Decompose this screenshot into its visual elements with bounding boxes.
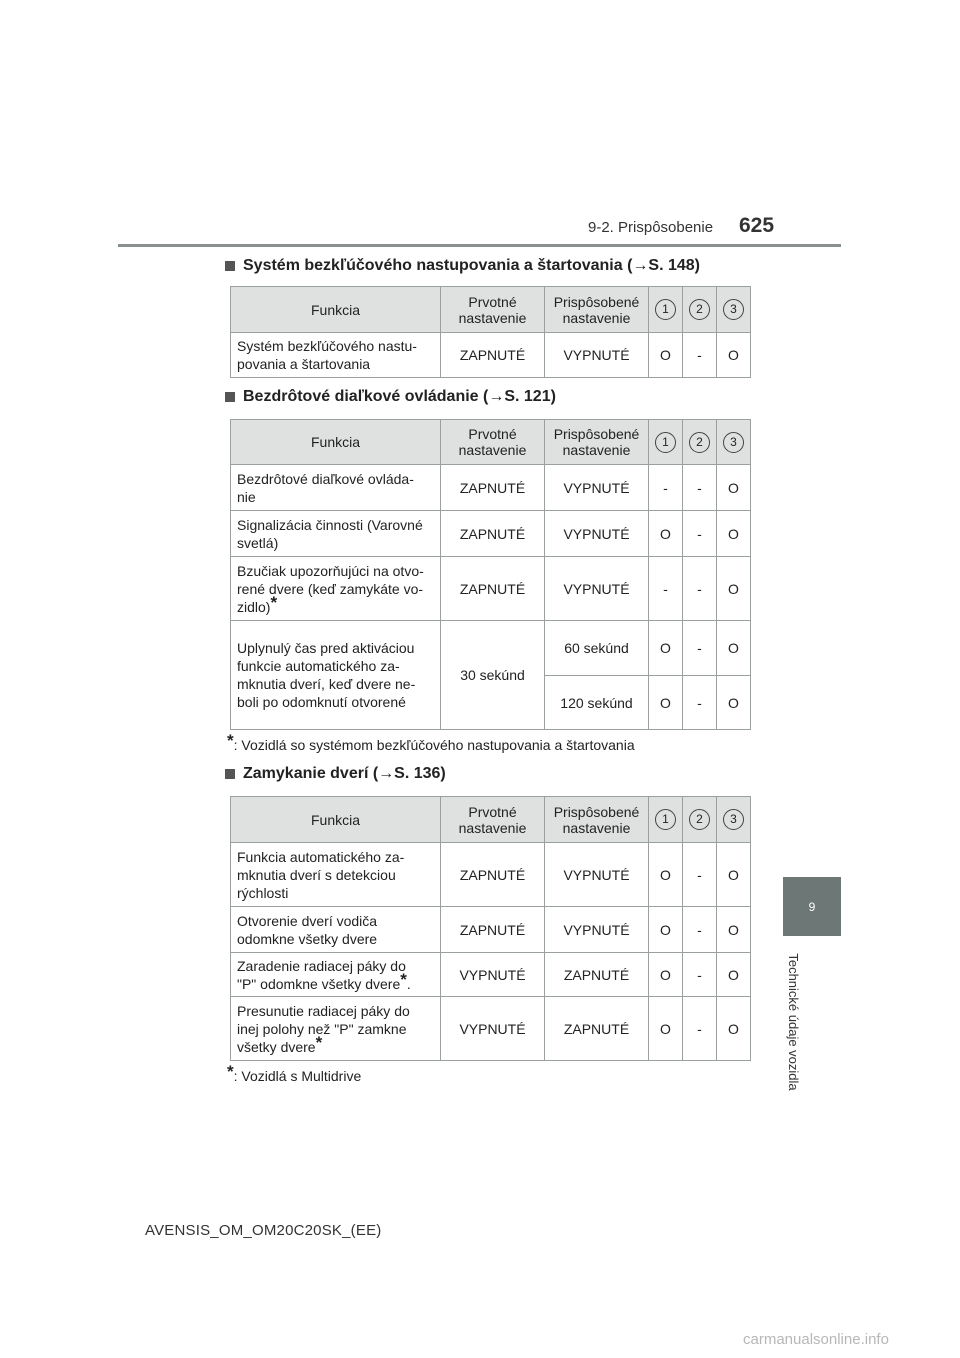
- table-row: [231, 843, 751, 907]
- function-cell: Bezdrôtové diaľkové ovláda- nie: [231, 465, 441, 511]
- method-1-cell: O: [649, 843, 683, 907]
- watermark: carmanualsonline.info: [743, 1331, 889, 1348]
- method-1-cell: -: [649, 557, 683, 621]
- section-title-wireless: [225, 388, 556, 406]
- col-header-1: [649, 420, 683, 465]
- circled-3-icon: 3: [723, 809, 744, 830]
- col-header-3: [717, 287, 751, 333]
- initial-setting-cell: VYPNUTÉ: [441, 953, 545, 997]
- method-2-cell: -: [683, 843, 717, 907]
- custom-setting-cell: VYPNUTÉ: [545, 843, 649, 907]
- custom-setting-cell: VYPNUTÉ: [545, 333, 649, 378]
- section-title-keyless: [225, 257, 700, 275]
- settings-table-door-lock: [230, 796, 751, 1061]
- method-3-cell: O: [717, 843, 751, 907]
- method-3-cell: O: [717, 997, 751, 1061]
- method-3-cell: O: [717, 557, 751, 621]
- function-cell: Signalizácia činnosti (Varovné svetlá): [231, 511, 441, 557]
- table-row: [231, 621, 751, 676]
- method-1-cell: O: [649, 907, 683, 953]
- table-row: [231, 997, 751, 1061]
- settings-table-wireless: [230, 419, 751, 730]
- circled-1-icon: 1: [655, 432, 676, 453]
- method-1-cell: O: [649, 333, 683, 378]
- method-1-cell: O: [649, 953, 683, 997]
- initial-setting-cell: ZAPNUTÉ: [441, 333, 545, 378]
- method-2-cell: -: [683, 953, 717, 997]
- footnote-star: *: [315, 1032, 323, 1052]
- section-title-door-lock: [225, 765, 446, 783]
- table-header-row: [231, 287, 751, 333]
- document-code: AVENSIS_OM_OM20C20SK_(EE): [145, 1222, 382, 1239]
- function-cell: Funkcia automatického za- mknutia dverí s detekciou rýchlosti: [231, 843, 441, 907]
- col-header-function: Funkcia: [231, 797, 441, 843]
- function-cell: Otvorenie dverí vodiča odomkne všetky dvere: [231, 907, 441, 953]
- circled-2-icon: 2: [689, 809, 710, 830]
- method-3-cell: O: [717, 511, 751, 557]
- col-header-initial: Prvotné nastavenie: [441, 420, 545, 465]
- table-row: [231, 557, 751, 621]
- method-3-cell: O: [717, 621, 751, 676]
- custom-setting-cell: ZAPNUTÉ: [545, 953, 649, 997]
- custom-setting-cell: VYPNUTÉ: [545, 907, 649, 953]
- chapter-label-text: Technické údaje vozidla: [786, 953, 801, 1091]
- table-row: [231, 333, 751, 378]
- custom-setting-cell: VYPNUTÉ: [545, 465, 649, 511]
- square-bullet-icon: [225, 261, 235, 271]
- function-cell: Zaradenie radiacej páky do "P" odomkne všetky dvere*.: [231, 953, 441, 997]
- function-cell: Uplynulý čas pred aktiváciou funkcie automatického za- mknutia dverí, keď dvere ne- boli po odomknutí otvorené: [231, 621, 441, 730]
- table-row: [231, 953, 751, 997]
- col-header-3: [717, 420, 751, 465]
- method-2-cell: -: [683, 511, 717, 557]
- col-header-initial: Prvotné nastavenie: [441, 797, 545, 843]
- function-cell: Presunutie radiacej páky do inej polohy než "P" zamkne všetky dvere*: [231, 997, 441, 1061]
- method-1-cell: O: [649, 511, 683, 557]
- method-2-cell: -: [683, 333, 717, 378]
- footnote-multidrive: *: Vozidlá s Multidrive: [227, 1062, 362, 1084]
- initial-setting-cell: ZAPNUTÉ: [441, 465, 545, 511]
- col-header-custom: Prispôsobené nastavenie: [545, 287, 649, 333]
- col-header-custom: Prispôsobené nastavenie: [545, 797, 649, 843]
- table-row: [231, 465, 751, 511]
- function-cell: Systém bezkľúčového nastu- povania a štartovania: [231, 333, 441, 378]
- footnote-star: *: [400, 969, 407, 989]
- footnote-star: *: [270, 592, 278, 612]
- table-row: [231, 907, 751, 953]
- col-header-2: [683, 797, 717, 843]
- circled-3-icon: 3: [723, 432, 744, 453]
- function-cell: Bzučiak upozorňujúci na otvo- rené dvere (keď zamykáte vo- zidlo)*: [231, 557, 441, 621]
- section-title-text: Zamykanie dverí (: [243, 765, 379, 782]
- method-2-cell: -: [683, 997, 717, 1061]
- circled-2-icon: 2: [689, 299, 710, 320]
- page-number: 625: [739, 214, 775, 237]
- method-3-cell: O: [717, 907, 751, 953]
- method-2-cell: -: [683, 557, 717, 621]
- method-2-cell: -: [683, 676, 717, 730]
- col-header-2: [683, 287, 717, 333]
- footnote-keyless: *: Vozidlá so systémom bezkľúčového nastupovania a štartovania: [227, 731, 635, 753]
- circled-1-icon: 1: [655, 299, 676, 320]
- custom-setting-cell: 60 sekúnd: [545, 621, 649, 676]
- arrow-icon: →: [488, 388, 505, 405]
- arrow-icon: →: [378, 765, 395, 782]
- circled-1-icon: 1: [655, 809, 676, 830]
- chapter-tab: 9: [783, 877, 841, 936]
- col-header-2: [683, 420, 717, 465]
- arrow-icon: →: [632, 257, 649, 274]
- initial-setting-cell: VYPNUTÉ: [441, 997, 545, 1061]
- section-title-text: Bezdrôtové diaľkové ovládanie (: [243, 388, 489, 405]
- col-header-1: [649, 797, 683, 843]
- table-row: [231, 511, 751, 557]
- table-header-row: [231, 420, 751, 465]
- custom-setting-cell: VYPNUTÉ: [545, 511, 649, 557]
- col-header-initial: Prvotné nastavenie: [441, 287, 545, 333]
- page-ref-link[interactable]: S. 148): [648, 257, 700, 274]
- initial-setting-cell: ZAPNUTÉ: [441, 511, 545, 557]
- method-2-cell: -: [683, 907, 717, 953]
- col-header-function: Funkcia: [231, 287, 441, 333]
- col-header-function: Funkcia: [231, 420, 441, 465]
- header-divider: [118, 244, 841, 247]
- method-2-cell: -: [683, 621, 717, 676]
- chapter-label: [785, 942, 801, 1102]
- square-bullet-icon: [225, 769, 235, 779]
- method-1-cell: -: [649, 465, 683, 511]
- initial-setting-cell: 30 sekúnd: [441, 621, 545, 730]
- section-title-text: Systém bezkľúčového nastupovania a štartovania (: [243, 257, 633, 274]
- method-1-cell: O: [649, 621, 683, 676]
- custom-setting-cell: 120 sekúnd: [545, 676, 649, 730]
- col-header-3: [717, 797, 751, 843]
- method-3-cell: O: [717, 676, 751, 730]
- page-ref-link[interactable]: S. 136): [394, 765, 446, 782]
- method-1-cell: O: [649, 997, 683, 1061]
- circled-2-icon: 2: [689, 432, 710, 453]
- col-header-custom: Prispôsobené nastavenie: [545, 420, 649, 465]
- method-2-cell: -: [683, 465, 717, 511]
- settings-table-keyless: [230, 286, 751, 378]
- col-header-1: [649, 287, 683, 333]
- method-3-cell: O: [717, 465, 751, 511]
- method-1-cell: O: [649, 676, 683, 730]
- circled-3-icon: 3: [723, 299, 744, 320]
- square-bullet-icon: [225, 392, 235, 402]
- custom-setting-cell: ZAPNUTÉ: [545, 997, 649, 1061]
- initial-setting-cell: ZAPNUTÉ: [441, 843, 545, 907]
- table-header-row: [231, 797, 751, 843]
- method-3-cell: O: [717, 333, 751, 378]
- custom-setting-cell: VYPNUTÉ: [545, 557, 649, 621]
- page-ref-link[interactable]: S. 121): [504, 388, 556, 405]
- initial-setting-cell: ZAPNUTÉ: [441, 557, 545, 621]
- method-3-cell: O: [717, 953, 751, 997]
- section-heading: 9-2. Prispôsobenie: [588, 219, 714, 236]
- initial-setting-cell: ZAPNUTÉ: [441, 907, 545, 953]
